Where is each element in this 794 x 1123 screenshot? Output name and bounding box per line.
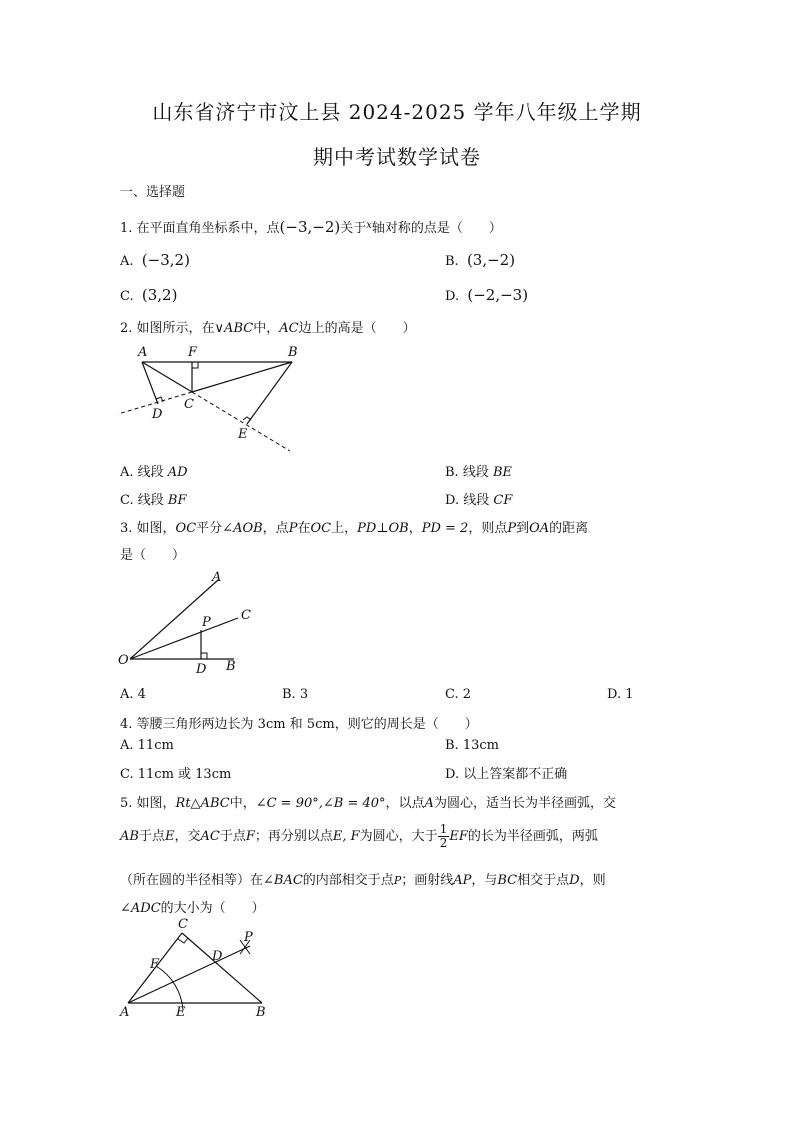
q2-label-f: F (188, 345, 198, 360)
q5-label-f: F (150, 957, 160, 972)
q2-stem: 2. 如图所示，在∨ABC中，AC边上的高是（ ） (120, 321, 416, 336)
q3-label-d: D (196, 662, 207, 677)
q5-line3: （所在圆的半径相等）在∠BAC的内部相交于点P；画射线AP，与BC相交于点D，则 (120, 873, 606, 888)
q5-line4: ∠ADC的大小为（ ） (120, 901, 265, 916)
q2-side: AC (279, 321, 299, 336)
q2-triangle: ∨ABC (214, 321, 254, 336)
q2-label-a: A (138, 345, 148, 360)
q3-option-d: D. 1 (607, 687, 634, 702)
q1-option-b-value: (3,−2) (466, 251, 516, 269)
paper-title-line1: 山东省济宁市汶上县 2024-2025 学年八年级上学期 (152, 100, 642, 124)
q5-figure (112, 918, 282, 1026)
q1-point: (−3,−2) (279, 218, 341, 236)
q3-label-o: O (118, 653, 129, 668)
q1-option-b: B. (3,−2) (445, 251, 516, 269)
q5-line1: 5. 如图，Rt△ABC中，∠C = 90°,∠B = 40°，以点A为圆心，适当长为半径画弧，交 (120, 796, 616, 811)
q3-stem-line2: 是（ ） (120, 548, 186, 563)
q3-option-b: B. 3 (282, 687, 309, 702)
q2-option-c: C. 线段 BF (120, 493, 187, 508)
q3-label-c: C (241, 608, 251, 623)
q1-option-c: C. (3,2) (120, 286, 178, 304)
q3-figure (112, 568, 262, 680)
q2-label-e: E (238, 427, 248, 442)
q1-option-c-value: (3,2) (141, 286, 178, 304)
q1-axis: x (366, 220, 372, 231)
q3-label-a: A (212, 570, 222, 585)
q2-label-d: D (152, 407, 163, 422)
q4-option-c: C. 11cm 或 13cm (120, 767, 232, 782)
q3-option-c: C. 2 (445, 687, 472, 702)
q2-label-b: B (288, 345, 298, 360)
q3-option-a: A. 4 (120, 687, 146, 702)
q1-stem-a: 1. 在平面直角坐标系中，点 (120, 221, 280, 236)
q5-fraction-half: $\frac{1}{2}$ (439, 822, 448, 850)
q5-label-d: D (212, 949, 223, 964)
q1-option-a-value: (−3,2) (141, 251, 190, 269)
paper-title-line2: 期中考试数学试卷 (313, 145, 481, 169)
q3-stem: 3. 如图，OC平分∠AOB，点P在OC上，PD⊥OB，PD = 2，则点P到OA的距离 (120, 521, 589, 536)
q2-option-d: D. 线段 CF (445, 493, 513, 508)
q4-stem: 4. 等腰三角形两边长为 3cm 和 5cm，则它的周长是（ ） (120, 717, 478, 732)
q1-option-d: D. (−2,−3) (445, 286, 529, 304)
q2-option-a: A. 线段 AD (120, 465, 188, 480)
q3-label-p: P (202, 615, 211, 630)
q5-line2: AB于点E，交AC于点F；再分别以点E, F为圆心，大于 $\frac{1}{2}$ EF的长为半径画弧，两弧 (120, 822, 598, 850)
q5-label-c: C (178, 918, 188, 932)
q1-stem-c: 轴对称的点是（ ） (371, 221, 502, 236)
q5-label-p: P (244, 930, 253, 945)
q1-option-a: A. (−3,2) (120, 251, 190, 269)
section-heading: 一、选择题 (120, 185, 186, 200)
q5-label-b: B (256, 1005, 266, 1020)
q4-option-a: A. 11cm (120, 738, 174, 753)
q4-option-b: B. 13cm (445, 738, 499, 753)
q2-label-c: C (184, 397, 194, 412)
q2-figure (110, 340, 310, 460)
q5-label-a: A (120, 1005, 130, 1020)
q3-label-b: B (226, 659, 236, 674)
q1-stem (120, 217, 502, 236)
q2-option-b: B. 线段 BE (445, 465, 513, 480)
q1-option-d-value: (−2,−3) (467, 286, 529, 304)
q5-label-e: E (176, 1005, 186, 1020)
q4-option-d: D. 以上答案都不正确 (445, 767, 568, 782)
q1-stem-b: 关于 (340, 221, 367, 236)
